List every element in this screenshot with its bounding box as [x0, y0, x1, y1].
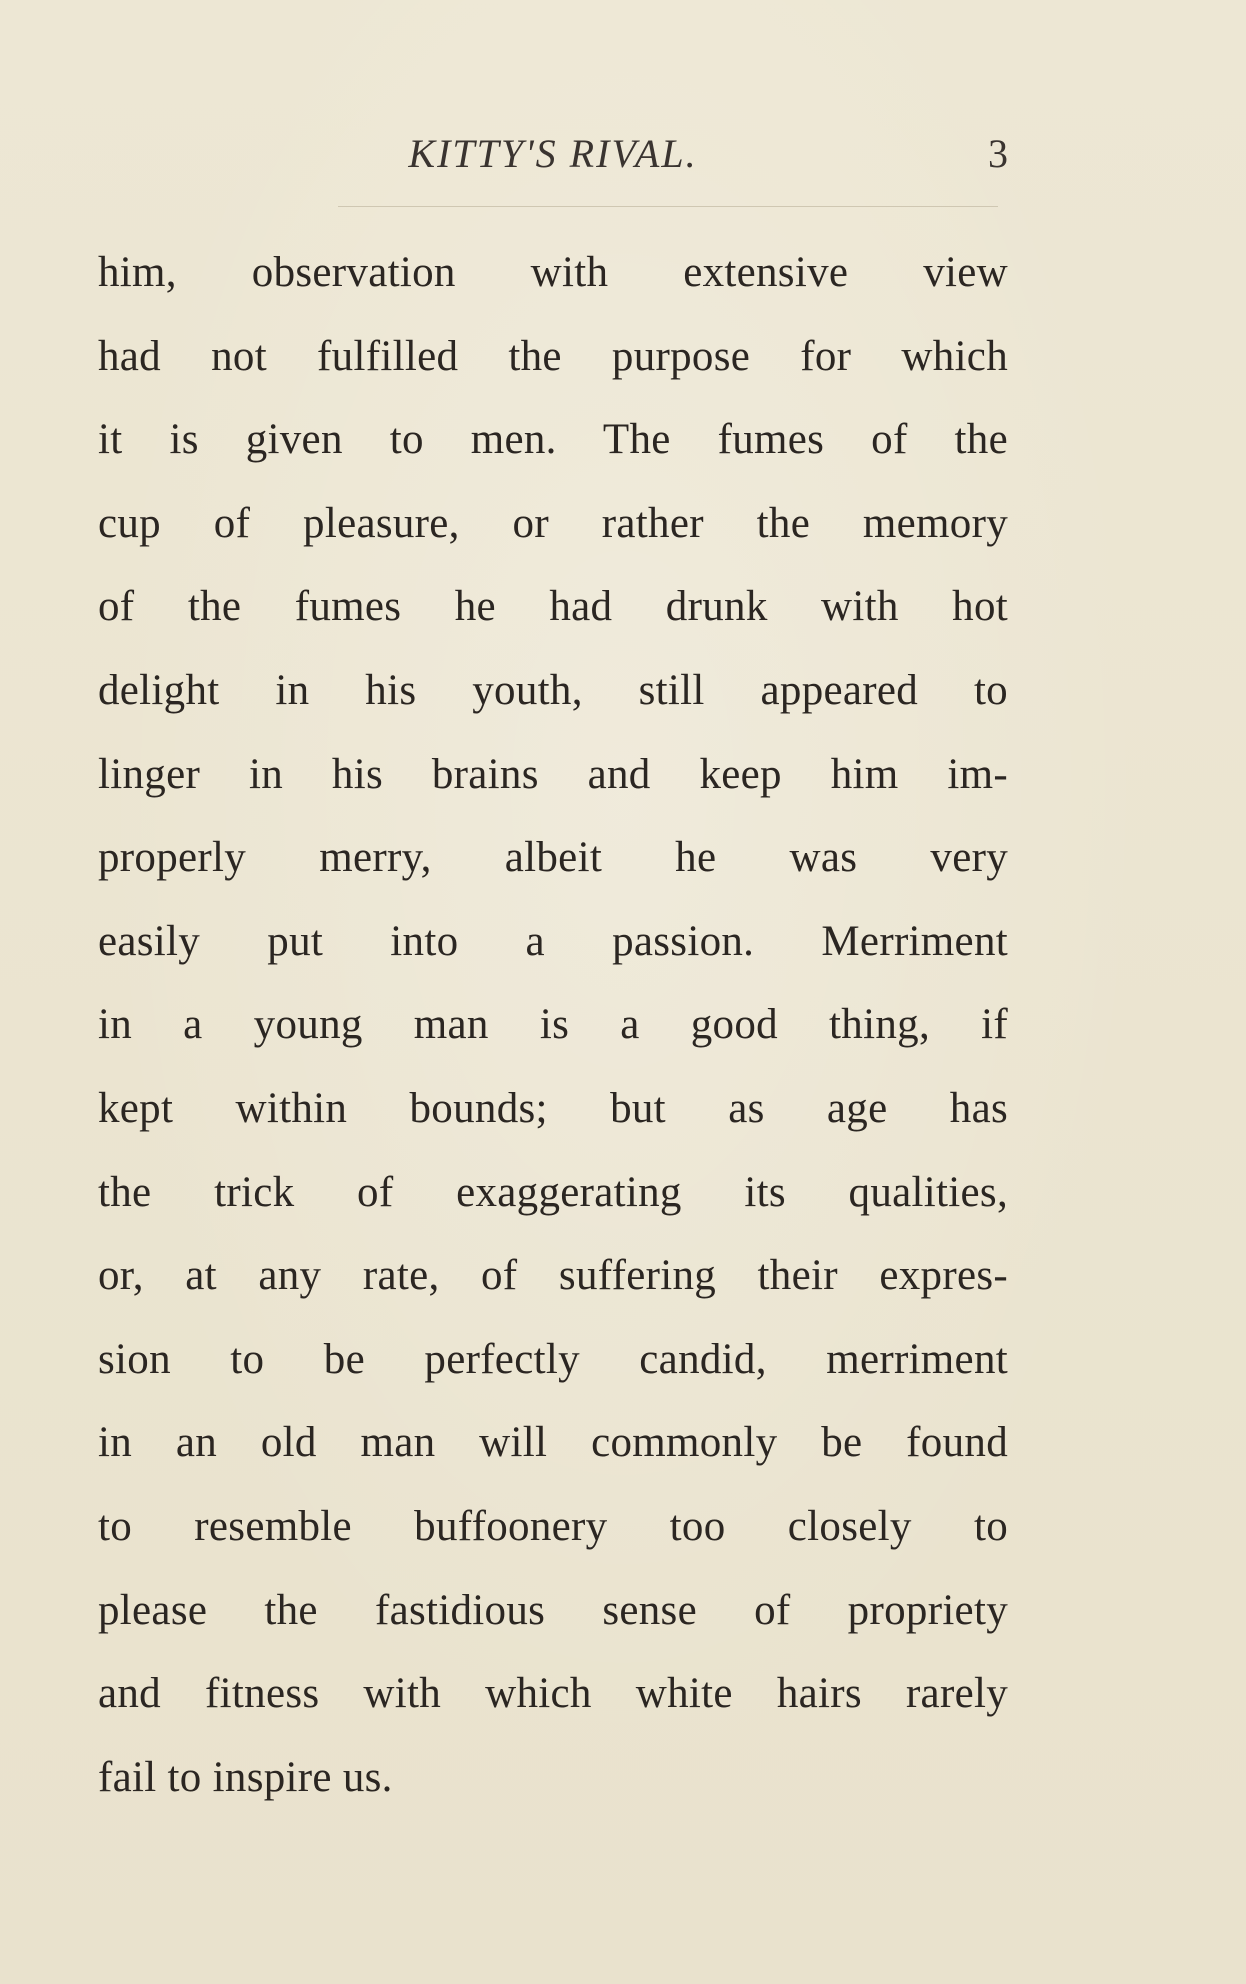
- text-line: had not fulfilled the purpose for which: [98, 332, 1008, 380]
- running-title: KITTY'S RIVAL.: [408, 131, 698, 176]
- text-line: delight in his youth, still appeared to: [98, 666, 1008, 714]
- body-text: [98, 238, 1008, 1826]
- text-line: please the fastidious sense of propriety: [98, 1586, 1008, 1634]
- text-line: in a young man is a good thing, if: [98, 1001, 1008, 1049]
- text-line: cup of pleasure, or rather the memory: [98, 499, 1008, 547]
- text-line: of the fumes he had drunk with hot: [98, 583, 1008, 631]
- text-line: it is given to men. The fumes of the: [98, 416, 1008, 464]
- text-line: to resemble buffoonery too closely to: [98, 1502, 1008, 1550]
- text-line: sion to be perfectly candid, merriment: [98, 1335, 1008, 1383]
- text-line: properly merry, albeit he was very: [98, 834, 1008, 882]
- text-line: kept within bounds; but as age has: [98, 1084, 1008, 1132]
- text-line: linger in his brains and keep him im-: [98, 750, 1008, 798]
- header-rule: [338, 206, 998, 207]
- text-line-last: fail to inspire us.: [98, 1753, 393, 1801]
- text-line: or, at any rate, of suffering their expres-: [98, 1252, 1008, 1300]
- text-line: easily put into a passion. Merriment: [98, 917, 1008, 965]
- page-number: 3: [988, 131, 1008, 176]
- text-line: and fitness with which white hairs rarely: [98, 1670, 1008, 1718]
- running-head: [98, 126, 1008, 182]
- text-line: him, observation with extensive view: [98, 249, 1008, 296]
- text-line: the trick of exaggerating its qualities,: [98, 1168, 1008, 1216]
- text-line: in an old man will commonly be found: [98, 1419, 1008, 1467]
